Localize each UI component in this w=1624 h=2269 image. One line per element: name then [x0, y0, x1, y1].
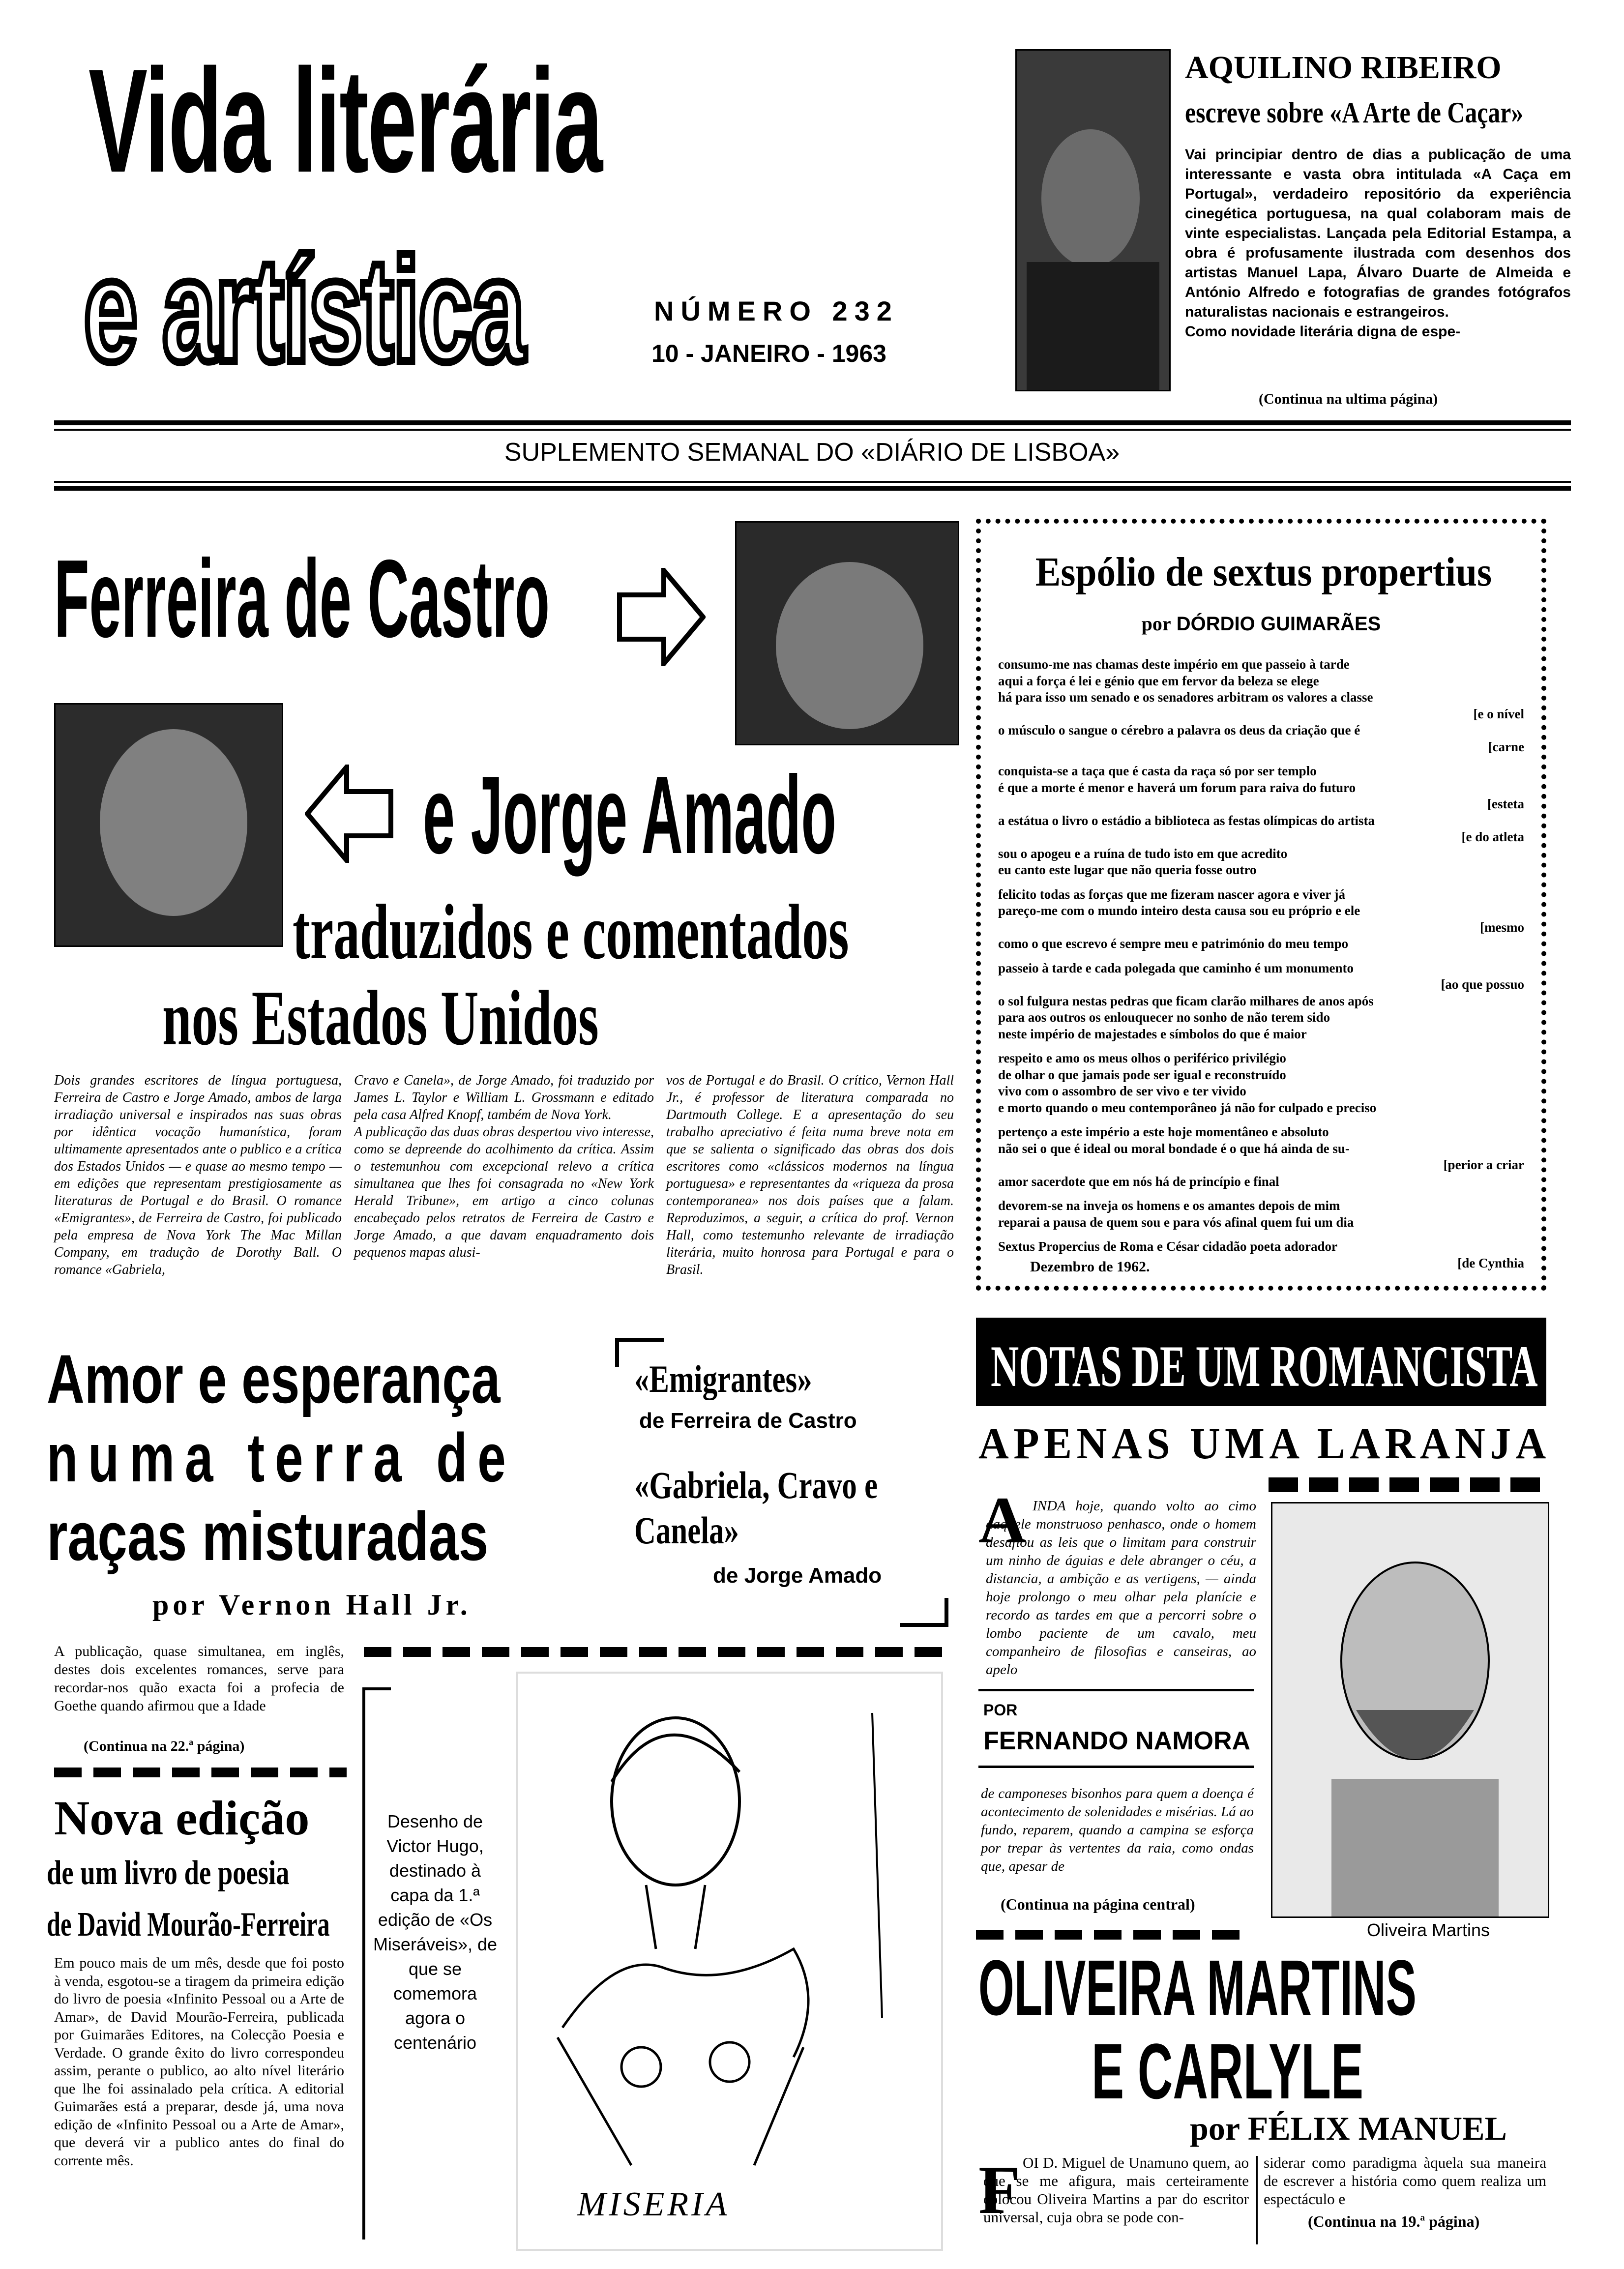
espolio-line [998, 1042, 1529, 1050]
oliveira-body-col1: OI D. Miguel de Unamuno quem, ao que se me afigura, mais certeiramente colocou Oliveira Martins a par do escritor universal, cuja obra se pode con- [983, 2154, 1249, 2226]
masthead-rule-top2 [54, 429, 1571, 431]
espolio-line: e morto quando o meu contemporâneo já não for culpado e preciso [998, 1100, 1377, 1115]
traduzidos-headline: traduzidos e comentados [293, 888, 849, 975]
oliveira-byline: por FÉLIX MANUEL [1190, 2110, 1507, 2147]
oliveira-headline-2: E CARLYLE [1092, 2027, 1364, 2115]
espolio-line: devorem-se na inveja os homens e os amantes depois de mim [998, 1198, 1340, 1213]
notas-dashes [1269, 1477, 1549, 1492]
notas-author: FERNANDO NAMORA [983, 1727, 1251, 1755]
books-title-2: «Gabriela, Cravo e Canela» [634, 1464, 878, 1552]
oliveira-column-rule [1256, 2156, 1258, 2244]
oliveira-body-col2: siderar como paradigma àquela sua maneira de escrever a história como quem realiza um espectáculo e [1264, 2154, 1546, 2208]
espolio-line: sou o apogeu e a ruína de tudo isto em que acredito [998, 846, 1288, 861]
books-title-1: «Emigrantes» [634, 1357, 812, 1400]
issue-number: NÚMERO 232 [654, 295, 899, 326]
oliveira-continued: (Continua na 19.ª página) [1308, 2212, 1480, 2230]
espolio-byline [981, 612, 1541, 635]
nova-headline-1: Nova edição [54, 1791, 310, 1845]
amor-body: A publicação, quase simultanea, em inglês, destes dois excelentes romances, serve para recordar-nos quão exacta foi a profecia de Goethe quando afirmou que a Idade [54, 1643, 344, 1714]
notas-por: POR [983, 1701, 1018, 1719]
masthead-rule-top [54, 420, 1571, 425]
espolio-line: [e o nível [1473, 706, 1524, 721]
masthead-title-line1: Vida literária [89, 38, 602, 203]
notas-banner [976, 1318, 1546, 1406]
notas-body-2: de camponeses bisonhos para quem a doença é acontecimento de solenidades e misérias. Lá ao fundo, reparem, quando a campina se esforça por trepar às vertentes da raia, como ondas que, apesar de [981, 1786, 1254, 1874]
books-box [615, 1337, 949, 1627]
ferreira-body-col1: Dois grandes escritores de língua portuguesa, Ferreira de Castro e Jorge Amado, ambos de larga irradiação universal e inspirados nas suas obras por idêntica vocação humanística, foram ultimamente apresentados ante o publico e a crítica dos Estados Unidos — e quase ao mesmo tempo — em edições que representam prestigiosamente as literaturas de Portugal e do Brasil. O romance «Emigrantes», de Ferreira de Castro, foi publicado pela empresa de Nova York The Mac Millan Company, em tradução de Dorothy Ball. O romance «Gabriela, [54, 1073, 342, 1277]
aquilino-name: AQUILINO RIBEIRO [1185, 50, 1502, 86]
portrait-sketch-icon [1272, 1503, 1548, 1916]
espolio-poem [998, 656, 1529, 1271]
arrow-left-icon [305, 765, 393, 863]
supplement-line: SUPLEMENTO SEMANAL DO «DIÁRIO DE LISBOA» [504, 438, 1120, 467]
espolio-line: passeio à tarde e cada polegada que caminho é um monumento [998, 960, 1354, 975]
espolio-line: consumo-me nas chamas deste império em que passeio à tarde [998, 657, 1350, 672]
notas-title: APENAS UMA LARANJA [978, 1419, 1551, 1468]
espolio-line: [ao que possuo [1441, 977, 1524, 992]
espolio-line: pertenço a este império a este hoje momentâneo e absoluto [998, 1124, 1329, 1139]
masthead-rule-bottom [54, 481, 1571, 483]
espolio-line [998, 879, 1529, 886]
espolio-line: [mesmo [1480, 919, 1524, 935]
espolio-line: aqui a força é lei e génio que em fervor da beleza se elege [998, 673, 1319, 688]
espolio-line: é que a morte é menor e haverá um forum para raiva do futuro [998, 780, 1356, 795]
oliveira-martins-portrait [1271, 1502, 1549, 1918]
espolio-line: [perior a criar [1443, 1157, 1524, 1172]
amor-byline: por Vernon Hall Jr. [152, 1589, 472, 1621]
sketch-word: MISERIA [577, 2185, 730, 2223]
notas-body-1: INDA hoje, quando volto ao cimo daquele monstruoso penhasco, onde o homem desafiou as leis que o limitam para construir um ninho de águias e dele abranger o céu, a distancia, a ambição e as vertigens, — ainda hoje prolongo o meu olhar pela planície e recordo as tardes em que a percorri sobre o lombo paciente de um cavalo, meu companheiro de filosofias e canseiras, ao apelo [986, 1498, 1256, 1678]
ferreira-body-col2: Cravo e Canela», de Jorge Amado, foi traduzido por James L. Taylor e William L. Grossmann e editado pela casa Alfred Knopf, também de Nova York. A publicação das duas obras despertou vivo interesse, como se depreende do acolhimento da crítica. Assim o testemunhou com excepcional relevo a crítica simultanea que lhes foi consagrada no «New York Herald Tribune», em artigo a cinco colunas encabeçado pelos retratos de Ferreira de Castro e Jorge Amado, a que davam enquadramento dois pequenos mapas alusi- [354, 1073, 654, 1260]
amor-headline-1: Amor e esperança [47, 1340, 501, 1417]
divider-dashes-right [976, 1930, 1251, 1940]
nova-body: Em pouco mais de um mês, desde que foi posto à venda, esgotou-se a tiragem da primeira edição do livro de poesia «Infinito Pessoal ou a Arte de Amar», de David Mourão-Ferreira, publicada por Guimarães Editores, na Colecção Poesia e Verdade. O grande êxito do livro correspondeu assim, perante o publico, ao alto nível literário que lhe foi assinalado pela crítica. A editorial Guimarães está a preparar, desde já, uma nova edição de «Infinito Pessoal ou a Arte de Amar», que deverá vir a publico antes do final do corrente mês. [54, 1955, 344, 2169]
espolio-byline-name: DÓRDIO GUIMARÃES [1176, 613, 1381, 635]
books-by-1: de Ferreira de Castro [639, 1409, 857, 1433]
espolio-line [998, 952, 1529, 960]
espolio-date: Dezembro de 1962. [1030, 1259, 1150, 1275]
ferreira-de-castro-photo [735, 521, 959, 745]
aquilino-headline: escreve sobre «A Arte de Caçar» [1185, 96, 1524, 129]
espolio-line: [de Cynthia [1457, 1255, 1524, 1270]
espolio-line: conquista-se a taça que é casta da raça só por ser templo [998, 764, 1317, 778]
espolio-line: [carne [1488, 739, 1524, 754]
sketch-figure-icon [518, 1674, 941, 2249]
espolio-line: vivo com o assombro de ser vivo e ter vivido [998, 1084, 1246, 1098]
aquilino-body: Vai principiar dentro de dias a publicação de uma interessante e vasta obra intitulada «A Caça em Portugal», verdadeiro repositório da experiência cinegética portuguesa, na qual colaboram mais de vinte especialistas. Lançada pela Editorial Estampa, a obra é profusamente ilustrada com desenhos dos artistas Manuel Lapa, Álvaro Duarte de Almeida e António Alfredo e fotografias de grandes fotógrafos naturalistas nacionais e estrangeiros. Como novidade literária digna de espe- [1185, 147, 1571, 340]
notas-author-block [978, 1689, 1254, 1768]
victor-hugo-drawing [516, 1672, 943, 2251]
notas-dropcap: A [978, 1484, 1027, 1557]
ferreira-body-col3: vos de Portugal e do Brasil. O crítico, Vernon Hall Jr., é professor de literatura comparada no Dartmouth College. E a apresentação do seu trabalho apreciativo é feita numa breve nota em que se salienta o significado das obras dos dois escritores como «clássicos modernos na língua portuguesa» e representantes da «riqueza da prosa contemporanea» nos dois países que a falam. Reproduzimos, a seguir, a crítica do prof. Vernon Hall, como testemunho relevante de irradiação literária, muito honrosa para Portugal e para o Brasil. [666, 1073, 954, 1277]
espolio-line: de olhar o que jamais pode ser igual e reconstruído [998, 1067, 1286, 1082]
amor-continued: (Continua na 22.ª página) [84, 1738, 245, 1754]
espolio-line: Sextus Propercius de Roma e César cidadão poeta adorador [998, 1239, 1337, 1254]
portrait-placeholder-icon [1017, 51, 1169, 390]
nova-headline-3: de David Mourão-Ferreira [47, 1906, 330, 1944]
amor-headline-3: raças misturadas [47, 1498, 489, 1575]
espolio-line [998, 755, 1529, 763]
aquilino-continued: (Continua na ultima página) [1259, 391, 1438, 407]
espolio-box [976, 519, 1546, 1291]
espolio-byline-por: por [1141, 613, 1171, 635]
espolio-line: eu canto este lugar que não queria fosse outro [998, 862, 1257, 877]
espolio-line [998, 1190, 1529, 1198]
espolio-line: como o que escrevo é sempre meu e património do meu tempo [998, 936, 1349, 951]
masthead-title-line2: e artística [84, 227, 524, 392]
espolio-line: não sei o que é ideal ou moral bondade é o que há ainda de su- [998, 1141, 1350, 1156]
issue-date: 10 - JANEIRO - 1963 [651, 340, 886, 367]
espolio-line: há para isso um senado e os senadores arbitram os valores a classe [998, 690, 1373, 705]
amor-headline-2: numa terra de [47, 1419, 516, 1496]
notas-continued: (Continua na página central) [1001, 1895, 1195, 1913]
hugo-caption: Desenho de Victor Hugo, destinado à capa da 1.ª edição de «Os Miseráveis», de que se comemora agora o centenário [373, 1811, 498, 2053]
espolio-line: o sol fulgura nestas pedras que ficam clarão milhares de anos após [998, 993, 1374, 1008]
divider-dashes-hugo [364, 1647, 944, 1657]
espolio-line: amor sacerdote que em nós há de princípio e final [998, 1174, 1279, 1189]
espolio-line [998, 1231, 1529, 1238]
portrait-caption: Oliveira Martins [1367, 1920, 1490, 1940]
espolio-line: felicito todas as forças que me fizeram nascer agora e viver já [998, 886, 1346, 902]
espolio-line: [esteta [1487, 796, 1524, 811]
espolio-line: respeito e amo os meus olhos o periférico privilégio [998, 1051, 1286, 1065]
espolio-title: Espólio de sextus propertius [1035, 549, 1492, 595]
masthead-rule-bottom2 [54, 486, 1571, 491]
ferreira-headline: Ferreira de Castro [54, 536, 550, 660]
oliveira-dropcap: F [978, 2152, 1021, 2228]
oliveira-headline-1: OLIVEIRA MARTINS [978, 1944, 1417, 2032]
notas-banner-text: NOTAS DE UM ROMANCISTA [991, 1333, 1538, 1399]
espolio-line: o músculo o sangue o cérebro a palavra os deus da criação que é [998, 723, 1360, 737]
amado-headline: e Jorge Amado [423, 753, 836, 877]
espolio-line [998, 1116, 1529, 1124]
espolio-line: [e do atleta [1461, 829, 1524, 844]
espolio-line: neste império de majestades e símbolos do que é maior [998, 1026, 1307, 1041]
aquilino-ribeiro-photo [1015, 49, 1171, 391]
books-by-2: de Jorge Amado [713, 1563, 882, 1588]
nova-headline-2: de um livro de poesia [47, 1854, 290, 1892]
espolio-line: para aos outros os enlouquecer no sonho de não terem sido [998, 1010, 1330, 1025]
arrow-right-icon [617, 568, 706, 666]
espolio-line: reparai a pausa de quem sou e para vós afinal quem fui um dia [998, 1214, 1354, 1230]
espolio-line: pareço-me com o mundo inteiro desta causa sou eu próprio e ele [998, 903, 1360, 918]
jorge-amado-photo [54, 703, 283, 947]
estados-unidos-headline: nos Estados Unidos [162, 974, 599, 1061]
espolio-line: a estátua o livro o estádio a biblioteca as festas olímpicas do artista [998, 813, 1375, 828]
divider-dashes-left [54, 1768, 347, 1777]
